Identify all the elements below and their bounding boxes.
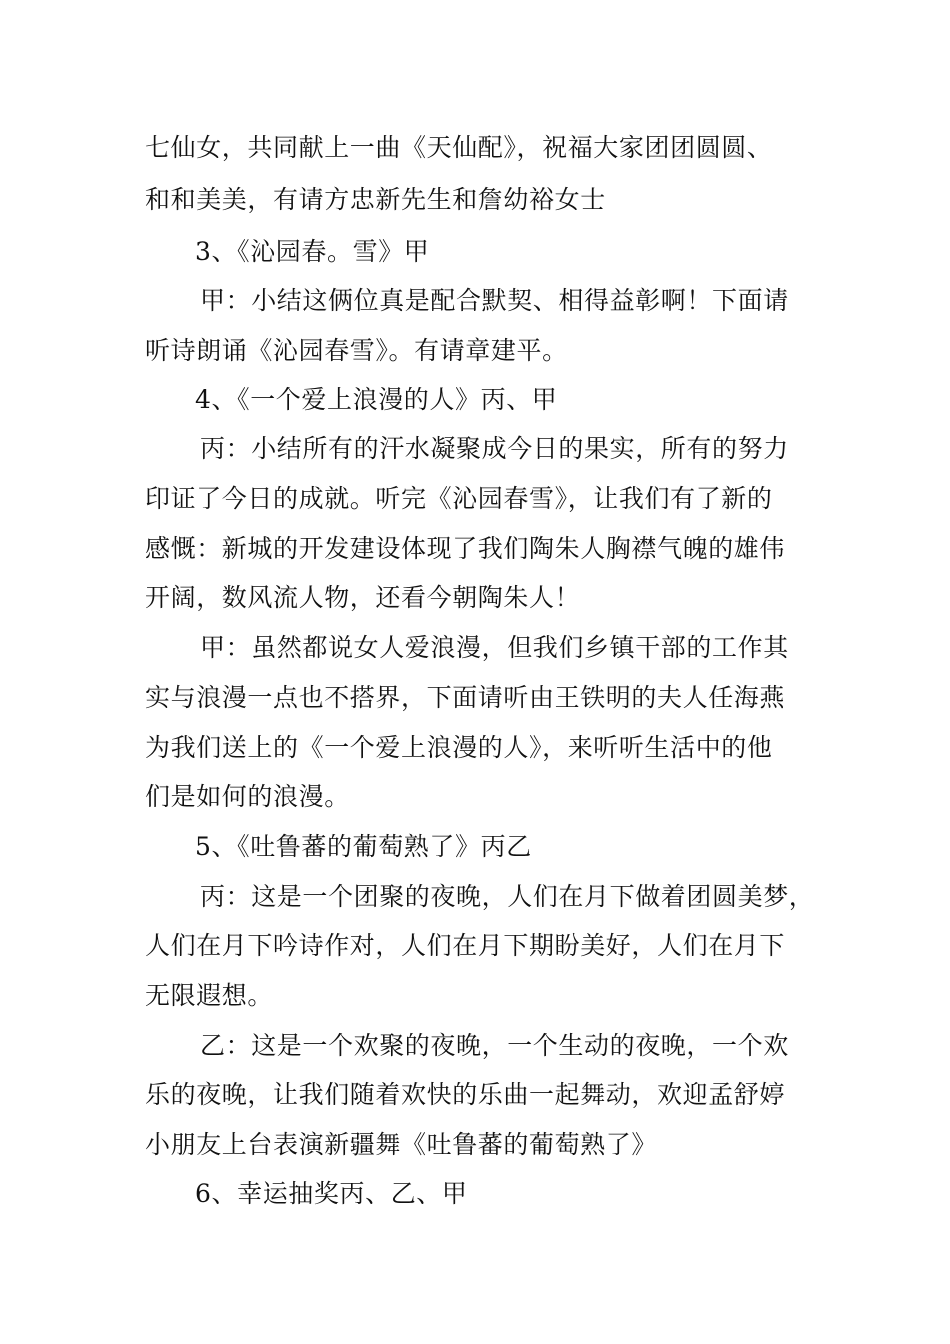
speaker-line: 甲：小结这俩位真是配合默契、相得益彰啊！下面请 — [200, 286, 789, 315]
text-line: 无限遐想。 — [145, 981, 274, 1010]
section-heading: 3、《沁园春。雪》甲 — [195, 237, 430, 266]
section-heading: 6、幸运抽奖丙、乙、甲 — [195, 1179, 468, 1208]
section-heading: 5、《吐鲁蕃的葡萄熟了》丙乙 — [195, 832, 532, 861]
text-line: 实与浪漫一点也不搭界，下面请听由王铁明的夫人任海燕 — [145, 683, 786, 712]
speaker-line: 甲：虽然都说女人爱浪漫，但我们乡镇干部的工作其 — [200, 633, 789, 662]
text-line: 感慨：新城的开发建设体现了我们陶朱人胸襟气魄的雄伟 — [145, 534, 786, 563]
speaker-line: 丙：这是一个团聚的夜晚，人们在月下做着团圆美梦， — [200, 882, 815, 911]
text-line: 为我们送上的《一个爱上浪漫的人》，来听听生活中的他 — [145, 733, 773, 762]
text-line: 和和美美，有请方忠新先生和詹幼裕女士 — [145, 185, 606, 214]
text-line: 乐的夜晚，让我们随着欢快的乐曲一起舞动，欢迎孟舒婷 — [145, 1080, 786, 1109]
text-line: 小朋友上台表演新疆舞《吐鲁蕃的葡萄熟了》 — [145, 1130, 658, 1159]
text-line: 们是如何的浪漫。 — [145, 782, 350, 811]
section-heading: 4、《一个爱上浪漫的人》丙、甲 — [195, 385, 558, 414]
text-line: 人们在月下吟诗作对，人们在月下期盼美好，人们在月下 — [145, 931, 786, 960]
text-line: 印证了今日的成就。听完《沁园春雪》，让我们有了新的 — [145, 484, 773, 513]
text-line: 七仙女，共同献上一曲《天仙配》，祝福大家团团圆圆、 — [145, 133, 773, 162]
speaker-line: 丙：小结所有的汗水凝聚成今日的果实，所有的努力 — [200, 434, 789, 463]
text-line: 开阔，数风流人物，还看今朝陶朱人！ — [145, 583, 581, 612]
text-line: 听诗朗诵《沁园春雪》。有请章建平。 — [145, 336, 568, 365]
speaker-line: 乙：这是一个欢聚的夜晚，一个生动的夜晚，一个欢 — [200, 1031, 789, 1060]
